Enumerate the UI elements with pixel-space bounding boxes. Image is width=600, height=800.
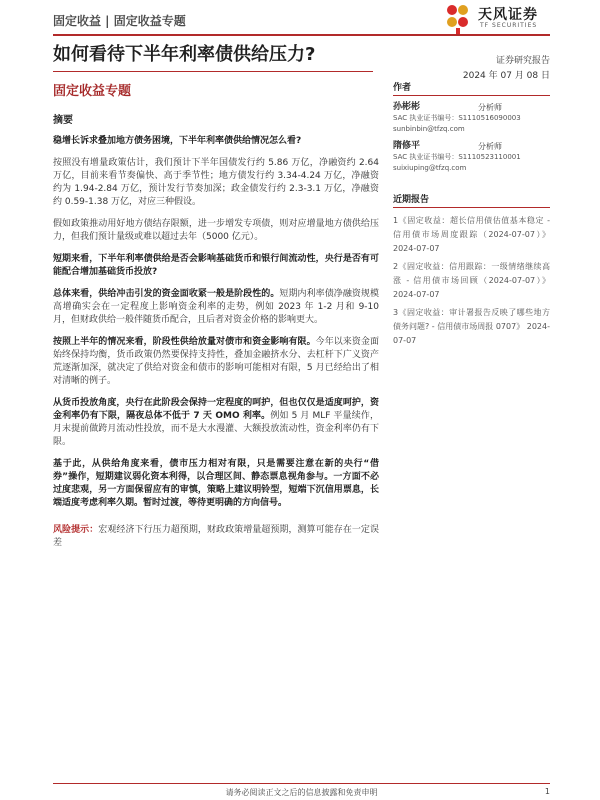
- abstract-conclusion: 基于此，从供给角度来看，债市压力相对有限，只是需要注意在新的央行“借券”操作，短期建议弱化资本利得，以合理区间、静态票息视角参与。一方面不必过度悲观，另一方面保留应有的审慎，策略上建议明铃型，短端下沉信用票息，长端适度考虑利率久期。暂时过渡，等待更明确的方向信号。: [53, 459, 379, 508]
- breadcrumb: 固定收益 | 固定收益专题: [53, 14, 186, 28]
- risk-label: 风险提示：: [53, 525, 99, 535]
- recent-reports-heading: 近期报告: [393, 192, 550, 208]
- abstract-paragraph: [53, 336, 379, 388]
- abstract-text: 短期内利率债净融资规模高增确实会在一定程度上影响资金利率的走势，例如 2023 年 1-2 月和 9-10 月，但财政供给一般伴随货币配合，且后者对资金价格的影响更大。: [53, 289, 379, 325]
- author-cert: SAC 执业证书编号：S1110523110001: [393, 153, 521, 161]
- sidebar: [393, 80, 550, 352]
- report-date: 2024 年 07 月 08 日: [462, 71, 550, 81]
- authors-heading: 作者: [393, 80, 550, 96]
- abstract-emphasis: 按照上半年的情况来看，阶段性供给放量对债市和资金影响有限。: [53, 337, 316, 347]
- abstract-text: 例如 5 月 MLF 平量续作，月末提前做跨月流动性投放，而不是大水漫灌、大额投放流动性，资金利率仍有下限。: [53, 411, 379, 447]
- recent-report-link[interactable]: 2《固定收益：信用跟踪：一级情绪继续高涨 - 信用债市场回顾（2024-07-07）》 2024-07-07: [393, 262, 550, 299]
- author-email[interactable]: sunbinbin@tfzq.com: [393, 125, 465, 133]
- abstract-paragraph: 假如政策推动用好地方债结存限额，进一步增发专项债，则对应增量地方债供给压力，但我们预计量级或难以超过去年（5000 亿元）。: [53, 219, 379, 242]
- abstract-emphasis: 从货币投放角度，央行在此阶段会保持一定程度的呵护，但也仅仅是适度呵护，资金利率仍有下限，隔夜总体不低于 7 天 OMO 利率。: [53, 398, 379, 421]
- recent-reports: [393, 192, 550, 348]
- recent-report-link[interactable]: 3《固定收益：审计署报告反映了哪些地方债务问题? - 信用债市场周报 0707》 2024-07-07: [393, 308, 550, 345]
- author-name: 孙彬彬: [393, 102, 421, 112]
- author-email[interactable]: suixiuping@tfzq.com: [393, 164, 467, 172]
- author-role: 分析师: [478, 142, 502, 151]
- report-type: 证券研究报告: [495, 56, 550, 66]
- abstract-lead: 稳增长诉求叠加地方债务困境，下半年利率债供给情况怎么看?: [53, 136, 302, 146]
- abstract-question: 短期来看，下半年利率债供给是否会影响基础货币和银行间流动性，央行是否有可能配合增加基础货币投放?: [53, 254, 379, 277]
- abstract-paragraph: [53, 288, 379, 327]
- author-name: 隋修平: [393, 141, 421, 151]
- author-card: [393, 102, 550, 135]
- author-role: 分析师: [478, 103, 502, 112]
- footer-divider: [53, 783, 550, 784]
- abstract-section: [53, 114, 379, 559]
- recent-report-link[interactable]: 1《固定收益：超长信用债估值基本稳定 - 信用债市场周度跟踪（2024-07-07）》 2024-07-07: [393, 216, 550, 253]
- risk-warning: [53, 524, 379, 550]
- risk-text: 宏观经济下行压力超预期，财政政策增量超预期，测算可能存在一定误差: [53, 525, 379, 548]
- abstract-emphasis: 总体来看，供给冲击引发的资金面收紧一般是阶段性的。: [53, 289, 280, 299]
- abstract-text: 今年以来资金面始终保持均衡，货币政策仍然要保持支持性，叠加金融挤水分、去杠杆下广义资产荒逐渐加深，就决定了供给对资金和债市的影响可能相对有限，5 月已经给出了相对清晰的例子。: [53, 337, 379, 386]
- logo-subtitle: TF SECURITIES: [480, 22, 538, 29]
- page-number: 1: [544, 787, 550, 796]
- abstract-paragraph: 按照没有增量政策估计，我们预计下半年国债发行约 5.86 万亿，净融资约 2.64 万亿，目前来看节奏偏快、高于季节性；地方债发行约 3.34-4.24 万亿，净融资约为 1.94-2.84 万亿，预计发行节奏加深；政金债发行约 2.3-3.1 万亿，净融资约 0.59-1.38 万亿，对应三种假设。: [53, 158, 379, 207]
- abstract-paragraph: [53, 397, 379, 449]
- section-title: 固定收益专题: [53, 84, 132, 99]
- logo-name: 天风证券: [478, 7, 538, 23]
- title-divider: [53, 71, 373, 72]
- abstract-heading: 摘要: [53, 115, 73, 126]
- tf-securities-logo-icon: [443, 2, 473, 34]
- author-cert: SAC 执业证书编号：S1110516090003: [393, 114, 521, 122]
- author-card: [393, 141, 550, 174]
- disclaimer-notice: 请务必阅读正文之后的信息披露和免责申明: [225, 788, 378, 797]
- header-divider: [53, 34, 550, 36]
- page-title: 如何看待下半年利率债供给压力?: [53, 44, 316, 65]
